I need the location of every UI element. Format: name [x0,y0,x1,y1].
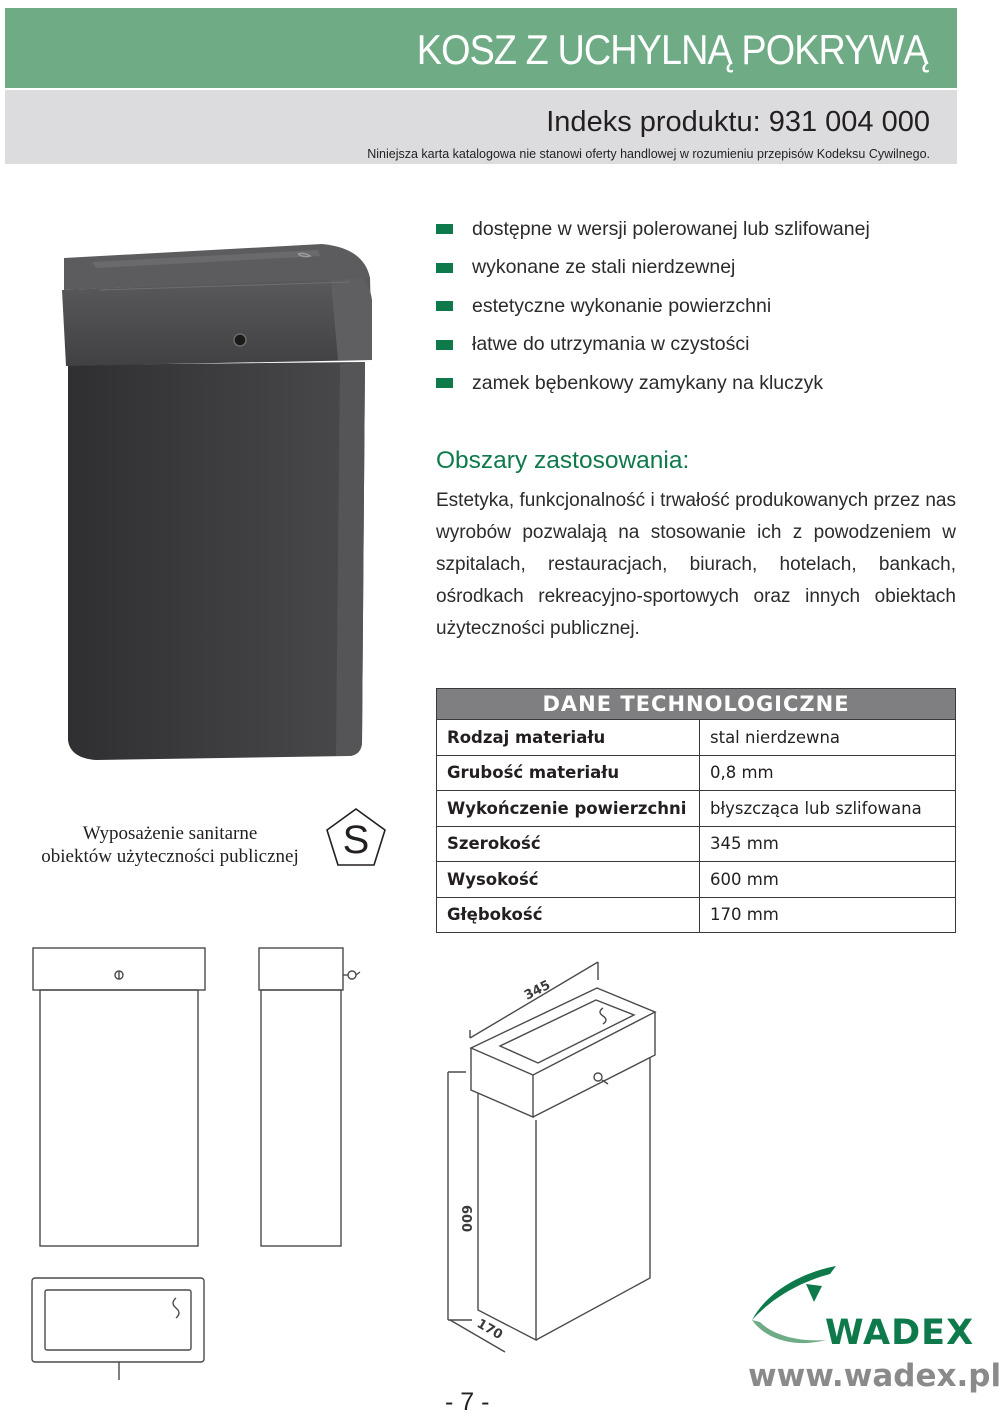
feature-text: estetyczne wykonanie powierzchni [472,294,772,317]
table-row [437,826,956,862]
list-item [436,364,870,403]
product-index: Indeks produktu: 931 004 000 [546,106,930,138]
row-label: Wykończenie powierzchni [437,791,700,827]
row-value: 170 mm [700,897,956,933]
feature-text: zamek bębenkowy zamykany na kluczyk [472,371,824,394]
row-value: 600 mm [700,862,956,898]
badge-symbol: S [342,818,370,862]
row-value: błyszcząca lub szlifowana [700,791,956,827]
application-description: Estetyka, funkcjonalność i trwałość produkowanych przez nas wyrobów pozwalają na stosowanie ich z powodzeniem w szpitalach, restauracjach, biurach, hotelach, bankach, ośrodkach rekreacyjno-sportowych oraz innych obiektach użyteczności publicznej. [436,490,956,639]
list-item [436,287,870,326]
row-label: Grubość materiału [437,755,700,791]
bullet-icon [436,340,453,350]
tech-data-table [436,688,956,933]
dimension-depth: 170 [474,1316,506,1344]
table-header: DANE TECHNOLOGICZNE [437,689,956,720]
list-item [436,249,870,288]
row-label: Głębokość [437,897,700,933]
page-number: - 7 - [445,1388,490,1416]
table-row [437,862,956,898]
badge-caption [30,822,310,868]
section-title: Obszary zastosowania: [436,447,690,474]
list-item [436,326,870,365]
bullet-icon [436,378,453,388]
feature-list [436,210,870,403]
row-value: 0,8 mm [700,755,956,791]
table-row [437,720,956,756]
badge-line: Wyposażenie sanitarne [82,823,258,844]
feature-text: łatwe do utrzymania w czystości [472,333,750,356]
table-row [437,791,956,827]
bullet-icon [436,301,453,311]
sanitary-s-icon [324,806,388,870]
feature-text: wykonane ze stali nierdzewnej [472,256,736,279]
feature-text: dostępne w wersji polerowanej lub szlifowanej [472,217,870,240]
bullet-icon [436,263,453,273]
website-link[interactable]: www.wadex.pl [748,1358,1001,1394]
row-label: Wysokość [437,862,700,898]
row-label: Szerokość [437,826,700,862]
brand-name: WADEX [825,1313,975,1353]
table-row [437,755,956,791]
table-row [437,897,956,933]
list-item [436,210,870,249]
row-value: stal nierdzewna [700,720,956,756]
badge-line: obiektów użyteczności publicznej [41,846,299,867]
page-title: KOSZ Z UCHYLNĄ POKRYWĄ [417,26,928,73]
disclaimer: Niniejsza karta katalogowa nie stanowi oferty handlowej w rozumieniu przepisów Kodeksu Cywilnego. [367,147,930,161]
dimension-width: 345 [522,977,553,1004]
bullet-icon [436,224,453,234]
dimension-height: 600 [458,1205,473,1233]
row-label: Rodzaj materiału [437,720,700,756]
row-value: 345 mm [700,826,956,862]
